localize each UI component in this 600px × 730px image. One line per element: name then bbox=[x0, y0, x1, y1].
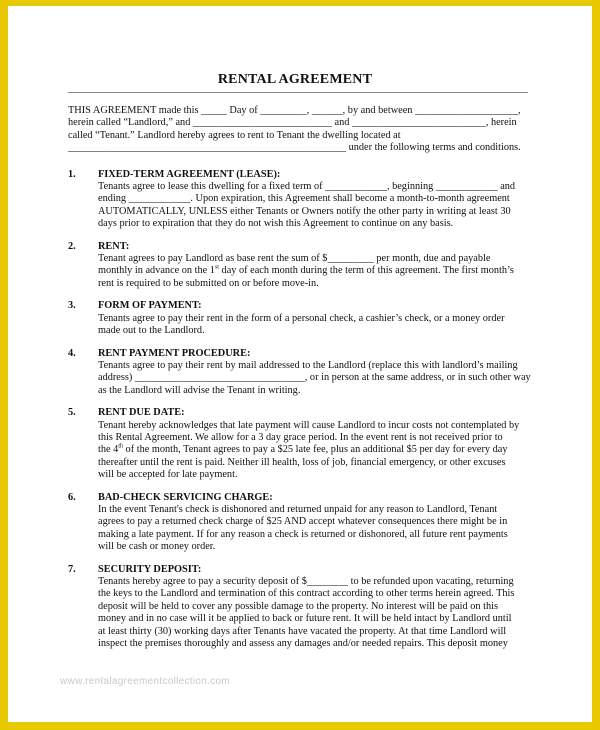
section-line: this Rental Agreement. We allow for a 3 day grace period. In the event rent is not received prior to bbox=[98, 431, 503, 443]
section-body bbox=[98, 300, 530, 337]
section-body bbox=[98, 492, 530, 554]
section-body bbox=[98, 348, 531, 398]
section-1 bbox=[60, 169, 530, 231]
intro-paragraph bbox=[68, 105, 530, 155]
section-3 bbox=[60, 300, 530, 337]
section-line: Tenant agrees to pay Landlord as base rent the sum of $_________ per month, due and payable bbox=[98, 253, 491, 265]
section-body bbox=[98, 241, 530, 291]
section-line: rent is required to be submitted on or before move-in. bbox=[98, 277, 319, 289]
section-text bbox=[98, 504, 530, 554]
intro-line: herein called “Landlord,” and ___________________________ and __________________________, herein bbox=[68, 117, 517, 129]
section-text bbox=[98, 420, 530, 482]
section-heading: BAD-CHECK SERVICING CHARGE: bbox=[98, 491, 273, 503]
section-heading: RENT PAYMENT PROCEDURE: bbox=[98, 347, 251, 359]
section-line: will be cash or money order. bbox=[98, 541, 216, 553]
section-6 bbox=[60, 492, 530, 554]
section-body bbox=[98, 407, 530, 481]
sections-list bbox=[60, 169, 530, 651]
section-line: Tenants agree to pay their rent in the form of a personal check, a cashier’s check, or a money order bbox=[98, 312, 505, 324]
section-heading: FORM OF PAYMENT: bbox=[98, 300, 202, 312]
document-page bbox=[60, 72, 530, 660]
section-line: made out to the Landlord. bbox=[98, 325, 205, 337]
document-title: RENTAL AGREEMENT bbox=[217, 72, 373, 87]
section-text bbox=[98, 253, 530, 290]
section-line: thereafter until the rent is paid. Neither ill health, loss of job, financial emergency, or other excuses bbox=[98, 456, 506, 468]
section-number: 6. bbox=[68, 491, 76, 503]
section-number: 7. bbox=[68, 563, 76, 575]
section-line: the keys to the Landlord and termination of this contract according to other terms herein agreed. This bbox=[98, 588, 515, 600]
section-text bbox=[98, 360, 531, 397]
section-4 bbox=[60, 348, 530, 398]
intro-line: called “Tenant.” Landlord hereby agrees to rent to Tenant the dwelling located at bbox=[68, 129, 401, 141]
section-line: money and in no case will it be applied to back or future rent. It will be held intact by Landlord until bbox=[98, 613, 512, 625]
section-body bbox=[98, 564, 530, 651]
section-line: monthly in advance on the 1st day of each month during the term of this agreement. The first month’s bbox=[98, 265, 514, 277]
section-line: at least thirty (30) working days after Tenants have vacated the property. At that time Landlord will bbox=[98, 625, 507, 637]
section-line: Tenant hereby acknowledges that late payment will cause Landlord to incur costs not contemplated by bbox=[98, 419, 520, 431]
section-body bbox=[98, 169, 530, 231]
section-line: the 4th of the month, Tenant agrees to pay a $25 late fee, plus an additional $5 per day for every day bbox=[98, 443, 508, 456]
section-number: 5. bbox=[68, 407, 76, 419]
intro-line: THIS AGREEMENT made this _____ Day of _________, ______, by and between ____________________, bbox=[68, 105, 521, 116]
section-heading: RENT: bbox=[98, 240, 130, 252]
section-line: as the Landlord will advise the Tenant in writing. bbox=[98, 384, 301, 396]
section-line: Tenants agree to lease this dwelling for a fixed term of ____________, beginning ____________ and bbox=[98, 181, 516, 193]
section-heading: FIXED-TERM AGREEMENT (LEASE): bbox=[98, 168, 281, 180]
section-text bbox=[98, 181, 530, 231]
section-2 bbox=[60, 241, 530, 291]
intro-line: ______________________________________________________ under the following terms and conditions. bbox=[68, 142, 521, 154]
section-number: 1. bbox=[68, 168, 76, 180]
section-heading: RENT DUE DATE: bbox=[98, 407, 185, 419]
section-text bbox=[98, 313, 530, 338]
title-rule bbox=[68, 92, 528, 93]
section-line: AUTOMATICALLY, UNLESS either Tenants or Owners notify the other party in writing at least 30 bbox=[98, 205, 511, 217]
section-heading: SECURITY DEPOSIT: bbox=[98, 563, 202, 575]
section-7 bbox=[60, 564, 530, 651]
section-line: Tenants agree to pay their rent by mail addressed to the Landlord (replace this with landlord’s mailing bbox=[98, 359, 518, 371]
section-line: In the event Tenant's check is dishonored and returned unpaid for any reason to Landlord, Tenant bbox=[98, 503, 498, 515]
section-line: agrees to pay a returned check charge of $25 AND accept whatever consequences there might be in bbox=[98, 516, 508, 528]
section-number: 4. bbox=[68, 347, 76, 359]
watermark: www.rentalagreementcollection.com bbox=[60, 676, 230, 687]
section-line: ending ____________. Upon expiration, this Agreement shall become a month-to-month agreement bbox=[98, 193, 510, 205]
section-text bbox=[98, 576, 530, 650]
section-number: 2. bbox=[68, 240, 76, 252]
section-line: address) _________________________________, or in person at the same address, or in such other way bbox=[98, 372, 531, 384]
section-line: inspect the premises thoroughly and assess any damages and/or needed repairs. This deposit money bbox=[98, 638, 508, 650]
section-5 bbox=[60, 407, 530, 481]
section-line: will be accepted for late payment. bbox=[98, 469, 238, 481]
section-line: Tenants hereby agree to pay a security deposit of $________ to be refunded upon vacating, returning bbox=[98, 576, 514, 587]
section-line: deposit will be held to cover any possible damage to the property. No interest will be paid on this bbox=[98, 600, 498, 612]
section-line: days prior to expiration that they do not wish this Agreement to continue on any basis. bbox=[98, 218, 454, 230]
section-line: making a late payment. If for any reason a check is returned or dishonored, all future rent payments bbox=[98, 528, 508, 540]
section-number: 3. bbox=[68, 300, 76, 312]
